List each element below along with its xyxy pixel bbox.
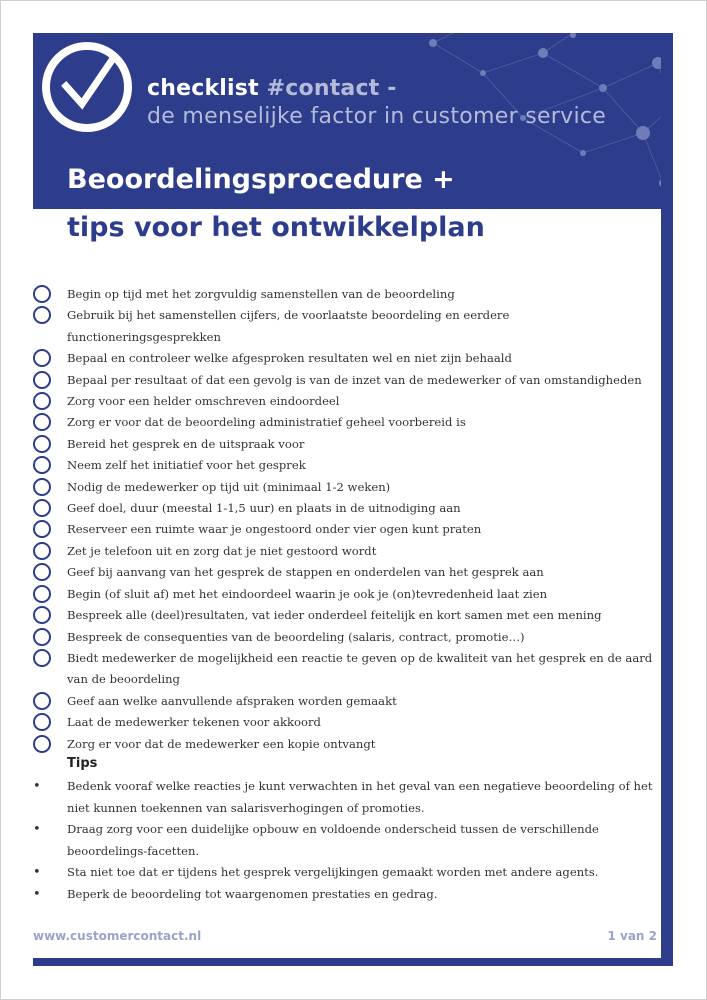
empty-circle-icon[interactable] <box>33 649 51 667</box>
page-title-line1: Beoordelingsprocedure + <box>67 164 455 195</box>
checklist-item[interactable]: Zorg er voor dat de medewerker een kopie ontvangt <box>33 734 659 755</box>
checklist-item[interactable]: Reserveer een ruimte waar je ongestoord onder vier ogen kunt praten <box>33 519 659 540</box>
checkmark-circle-icon <box>40 40 134 134</box>
empty-circle-icon[interactable] <box>33 413 51 431</box>
brand-tagline: de menselijke factor in customer service <box>147 104 607 129</box>
empty-circle-icon[interactable] <box>33 392 51 410</box>
bullet-dot-icon: • <box>33 822 41 837</box>
empty-circle-icon[interactable] <box>33 563 51 581</box>
empty-circle-icon[interactable] <box>33 478 51 496</box>
empty-circle-icon[interactable] <box>33 713 51 731</box>
checklist-item[interactable]: Bereid het gesprek en de uitspraak voor <box>33 434 659 455</box>
empty-circle-icon[interactable] <box>33 542 51 560</box>
page-number: 1 van 2 <box>607 929 657 943</box>
tips-list <box>33 776 659 905</box>
checklist-item[interactable]: Zet je telefoon uit en zorg dat je niet gestoord wordt <box>33 541 659 562</box>
tips-heading: Tips <box>67 756 98 771</box>
empty-circle-icon[interactable] <box>33 435 51 453</box>
checklist-item[interactable]: Neem zelf het initiatief voor het gesprek <box>33 455 659 476</box>
checklist-item[interactable]: Begin op tijd met het zorgvuldig samenstellen van de beoordeling <box>33 284 659 305</box>
empty-circle-icon[interactable] <box>33 520 51 538</box>
empty-circle-icon[interactable] <box>33 456 51 474</box>
checklist-item[interactable]: Laat de medewerker tekenen voor akkoord <box>33 712 659 733</box>
checklist-item[interactable]: Bespreek de consequenties van de beoordeling (salaris, contract, promotie…) <box>33 627 659 648</box>
checklist-item[interactable]: Geef doel, duur (meestal 1-1,5 uur) en plaats in de uitnodiging aan <box>33 498 659 519</box>
empty-circle-icon[interactable] <box>33 371 51 389</box>
tip-item: • Bedenk vooraf welke reacties je kunt verwachten in het geval van een negatieve beoordeling of het niet kunnen toekennen van salarisverhogingen of promoties. <box>33 776 659 819</box>
empty-circle-icon[interactable] <box>33 606 51 624</box>
empty-circle-icon[interactable] <box>33 585 51 603</box>
checklist <box>33 284 659 755</box>
checklist-item[interactable]: Bepaal en controleer welke afgesproken resultaten wel en niet zijn behaald <box>33 348 659 369</box>
tip-item: • Sta niet toe dat er tijdens het gesprek vergelijkingen gemaakt worden met andere agents. <box>33 862 659 884</box>
bullet-dot-icon: • <box>33 779 41 794</box>
checklist-item[interactable]: Zorg voor een helder omschreven eindoordeel <box>33 391 659 412</box>
empty-circle-icon[interactable] <box>33 285 51 303</box>
brand-name: checklist #contact - <box>147 76 397 101</box>
checklist-item[interactable]: Bepaal per resultaat of dat een gevolg is van de inzet van de medewerker of van omstandigheden <box>33 370 659 391</box>
empty-circle-icon[interactable] <box>33 349 51 367</box>
tip-item: • Draag zorg voor een duidelijke opbouw en voldoende onderscheid tussen de verschillende beoordelings-facetten. <box>33 819 659 862</box>
checklist-item[interactable]: Gebruik bij het samenstellen cijfers, de voorlaatste beoordeling en eerdere functioneringsgesprekken <box>33 305 659 348</box>
empty-circle-icon[interactable] <box>33 306 51 324</box>
empty-circle-icon[interactable] <box>33 628 51 646</box>
bullet-dot-icon: • <box>33 865 41 880</box>
checklist-item[interactable]: Zorg er voor dat de beoordeling administratief geheel voorbereid is <box>33 412 659 433</box>
checklist-item[interactable]: Geef aan welke aanvullende afspraken worden gemaakt <box>33 691 659 712</box>
tip-item: • Beperk de beoordeling tot waargenomen prestaties en gedrag. <box>33 884 659 906</box>
page-title-line2: tips voor het ontwikkelplan <box>67 212 485 243</box>
empty-circle-icon[interactable] <box>33 499 51 517</box>
bottom-border-bar <box>33 958 673 966</box>
empty-circle-icon[interactable] <box>33 735 51 753</box>
checklist-item[interactable]: Geef bij aanvang van het gesprek de stappen en onderdelen van het gesprek aan <box>33 562 659 583</box>
footer-url-link[interactable]: www.customercontact.nl <box>33 929 202 943</box>
empty-circle-icon[interactable] <box>33 692 51 710</box>
checklist-item[interactable]: Biedt medewerker de mogelijkheid een reactie te geven op de kwaliteit van het gesprek en de aard van de beoordeling <box>33 648 659 691</box>
bullet-dot-icon: • <box>33 886 41 902</box>
checklist-item[interactable]: Nodig de medewerker op tijd uit (minimaal 1-2 weken) <box>33 477 659 498</box>
checklist-item[interactable]: Bespreek alle (deel)resultaten, vat ieder onderdeel feitelijk en kort samen met een mening <box>33 605 659 626</box>
right-border-bar <box>661 33 673 966</box>
checklist-item[interactable]: Begin (of sluit af) met het eindoordeel waarin je ook je (on)tevredenheid laat zien <box>33 584 659 605</box>
